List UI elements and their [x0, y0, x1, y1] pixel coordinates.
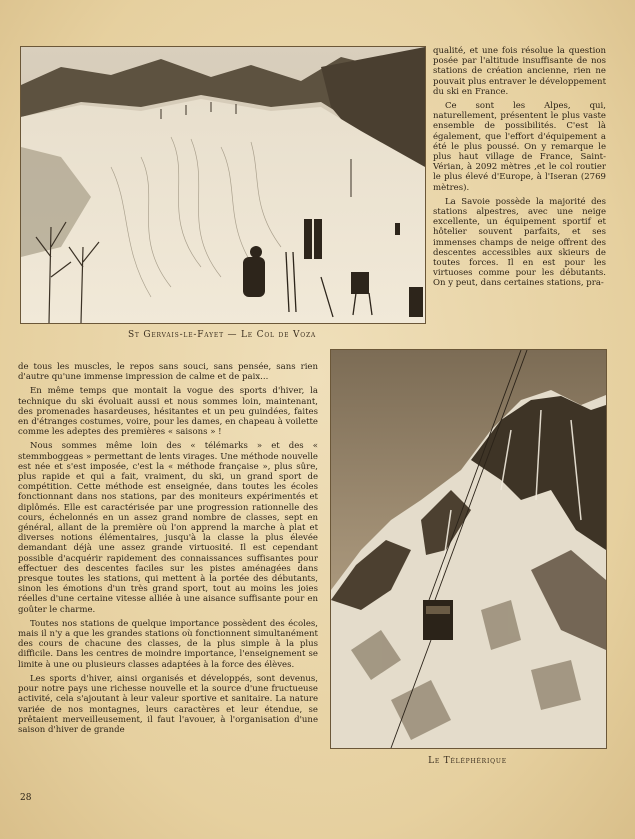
paragraph: En même temps que montait la vogue des sports d'hiver, la technique du ski évoluait aussi et nous sommes loin, maintenant, des promenades hasardeuses, hésitantes et un peu guindées, faites en d'étranges costumes, voire, pour les dames, en chapeau à voilette comme les adeptes des premières « saisons » !	[18, 386, 318, 438]
paragraph: Ce sont les Alpes, qui, naturellement, présentent le plus vaste ensemble de possibilités. C'est là également, que l'effort d'équipement a été le plus poussé. On y remarque le plus haut village de France, Saint-Vérian, à 2092 mètres ,et le col routier le plus élevé d'Europe, à l'Iseran (2769 mètres).	[433, 101, 606, 193]
paragraph: La Savoie possède la majorité des stations alpestres, avec une neige excellente, un équipement sportif et hôtelier souvent parfaits, et ses immenses champs de neige offrent des descentes accessibles aux skieurs de toutes forces. Il en est pour les virtuoses comme pour les débutants. On y peut, dans certaines stations, pra-	[433, 196, 606, 289]
photo-caption-col-de-voza: St Gervais-le-Fayet — Le Col de Voza	[127, 330, 317, 340]
text-column-left	[18, 362, 318, 739]
photo-telepherique	[330, 349, 607, 749]
paragraph: Toutes nos stations de quelque importance possèdent des écoles, mais il n'y a que les grandes stations où fonctionnent simultanément des cours de chacune des classes, de la plus simple à la plus difficile. Dans les centres de moindre importance, l'enseignement se limite à une ou plusieurs classes adaptées à la force des élèves.	[18, 618, 318, 670]
page-number: 28	[20, 793, 32, 803]
paragraph: Les sports d'hiver, ainsi organisés et développés, sont devenus, pour notre pays une richesse nouvelle et la source d'une fructueuse activité, cela s'ajoutant à leur valeur sportive et sanitaire. La nature variée de nos montagnes, leurs caractères et leur étendue, se prêtaient merveilleusement, il faut l'avouer, à l'organisation d'une saison d'hiver de grande	[18, 673, 318, 735]
paragraph: de tous les muscles, le repos sans souci, sans pensée, sans rien d'autre qu'une immense impression de calme et de paix...	[18, 362, 318, 383]
paragraph: qualité, et une fois résolue la question posée par l'altitude insuffisante de nos stations de création ancienne, rien ne pouvait plus entraver le développement du ski en France.	[433, 46, 606, 97]
text-column-right	[433, 46, 606, 293]
photo-caption-telepherique: Le Téléphérique	[428, 756, 507, 766]
paragraph: Nous sommes même loin des « télémarks » et des « stemmboggeas » permettant de lents virages. Une méthode nouvelle est née et s'est imposée, c'est la « méthode française », plus sûre, plus rapide et qui a fait, vraiment, du ski, un grand sport de compétition. Cette méthode est enseignée, dans toutes les écoles fonctionnant dans nos stations, par des moniteurs expérimentés et diplômés. Elle est caractérisée par une progression rationnelle des cours, échelonnés en un assez grand nombre de classes, sept en général, allant de la première où l'on apprend la marche à plat et diverses notions élémentaires, jusqu'à la classe la plus élevée demandant déjà une assez grande virtuosité. Il est cependant possible d'acquérir rapidement des connaissances suffisantes pour effectuer des descentes faciles sur les pistes aménagées dans presque toutes les stations, qui mettent à la portée des débutants, sinon les émotions d'un très grand sport, tout au moins les joies réelles d'une certaine vitesse alliée à une aisance suffisante pour en goûter le charme.	[18, 441, 318, 615]
photo-col-de-voza	[20, 46, 426, 324]
